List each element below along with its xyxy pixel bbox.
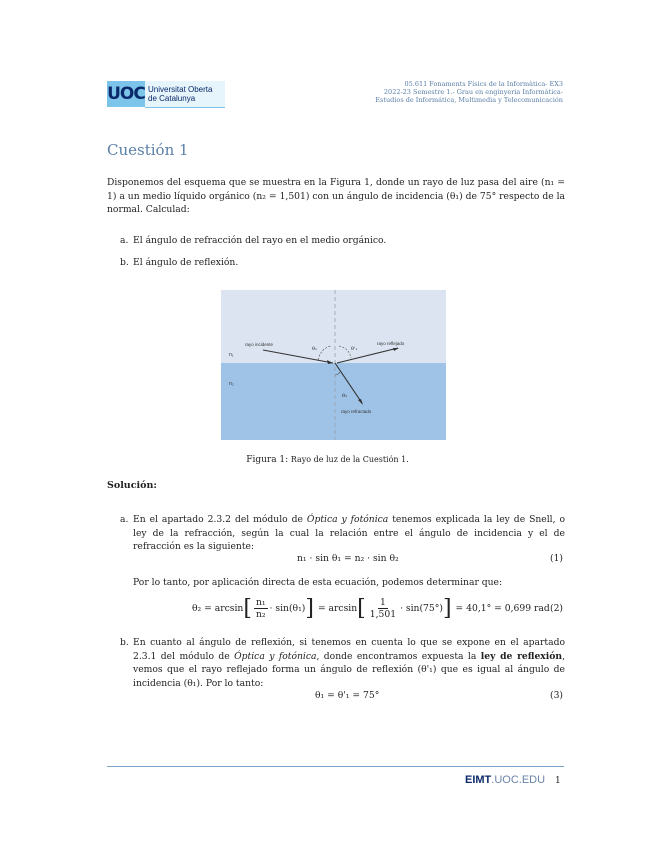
equation-3: θ₁ = θ'₁ = 75° [315, 690, 380, 701]
frac1-den: n₂ [255, 609, 266, 620]
question-a-text: El ángulo de refracción del rayo en el medio orgánico. [133, 235, 387, 246]
logo-underline [145, 107, 225, 108]
eq2-lhs: θ₂ = arcsin [192, 603, 244, 614]
question-a [120, 234, 565, 248]
label-theta2: θ₂ [342, 393, 348, 399]
air-region [221, 290, 446, 363]
solution-a-followup [120, 576, 565, 590]
eq2-mid2: · sin(75°) [400, 603, 443, 614]
brand-light: .UOC.EDU [491, 774, 546, 786]
caption-text: Rayo de luz de la Cuestión 1. [290, 455, 409, 464]
equation-1: n₁ · sin θ₁ = n₂ · sin θ₂ [297, 553, 399, 564]
bracket-close: ] [305, 596, 314, 621]
followup-text: Por lo tanto, por aplicación directa de esta ecuación, podemos determinar que: [133, 577, 503, 588]
eq2-arcsin: = arcsin [317, 603, 358, 614]
solution-b-text-mid: , donde encontramos expuesta la [316, 650, 481, 662]
course-line-1: 05.611 Fonaments Físics de la Informàtica- EX3 [404, 80, 563, 88]
solution-b-marker: b. [120, 637, 129, 648]
footer-divider [107, 766, 564, 767]
refraction-diagram [221, 290, 446, 440]
eq2-frac2 [368, 597, 398, 620]
bracket-close-2: ] [442, 596, 452, 621]
module-name: Óptica y fotónica [306, 514, 389, 525]
solution-b-text-after: , vemos que el rayo reflejado forma un ángulo de reflexión (θ'₁) que es igual al ángulo de incidencia (θ₁). Por lo tanto: [133, 650, 565, 689]
bracket-open: [ [243, 596, 252, 621]
frac1-num: n₁ [255, 597, 266, 608]
logo-line-1: Universitat Oberta [148, 85, 213, 94]
footer-brand [465, 774, 545, 786]
figure-caption [0, 455, 655, 465]
module-name-b: Óptica y fotónica [234, 650, 317, 662]
label-refracted: rayo refractado [341, 409, 372, 414]
intro-paragraph: Disponemos del esquema que se muestra en la Figura 1, donde un rayo de luz pasa del aire (n₁ = 1) a un medio líquido orgánico (n₂ = 1,501) con un ángulo de incidencia (θ₁) de 75° respecto de la normal. Calculad: [107, 177, 565, 215]
question-a-marker: a. [120, 235, 129, 246]
frac2-den: 1,501 [369, 609, 397, 620]
solution-a [120, 513, 565, 554]
brand-bold: EIMT [465, 774, 492, 786]
solution-b-text-before: En cuanto al ángulo de reflexión, si tenemos en cuenta lo que se expone en el apartado 2.3.1 del módulo de [133, 637, 565, 662]
law-name: ley de reflexión [480, 650, 563, 662]
page-number: 1 [555, 776, 561, 786]
equation-1-number: (1) [549, 553, 563, 564]
label-n1: n₁ [229, 352, 234, 358]
solution-b-text [133, 636, 565, 690]
eq2-frac1 [254, 597, 268, 620]
course-line-3: Estudios de Informática, Multimedia y Telecomunicación [375, 96, 563, 104]
solution-title: Solución: [107, 480, 157, 491]
solution-a-marker: a. [120, 514, 129, 525]
caption-label: Figura 1: [246, 455, 289, 465]
equation-3-number: (3) [549, 690, 563, 701]
solution-a-text [133, 513, 565, 554]
label-theta1-prime: θ'₁ [351, 346, 358, 352]
logo-text [145, 81, 225, 107]
uoc-logo [107, 80, 225, 108]
liquid-region [221, 363, 446, 440]
page-title: Cuestión 1 [107, 141, 189, 159]
solution-a-text-after: tenemos explicada la ley de Snell, o ley de la refracción, según la cual la relación entre el ángulo de incidencia y el de refracción es la siguiente: [133, 514, 565, 552]
label-theta1: θ₁ [312, 346, 318, 352]
figure-1-diagram [221, 290, 446, 440]
question-b-text: El ángulo de reflexión. [133, 257, 239, 268]
equation-2-number: (2) [549, 603, 563, 614]
label-incident: rayo incidente [245, 342, 274, 347]
course-line-2: 2022-23 Semestre 1.- Grau en enginyeria Informàtica- [383, 88, 563, 96]
eq2-mid1: · sin(θ₁) [269, 603, 306, 614]
logo-mark: UOC [107, 81, 145, 107]
question-b [120, 256, 565, 270]
logo-line-2: de Catalunya [148, 94, 196, 103]
frac2-num: 1 [379, 597, 386, 608]
eq2-result: = 40,1° = 0,699 rad [455, 603, 550, 614]
solution-a-text-before: En el apartado 2.3.2 del módulo de [133, 514, 307, 525]
solution-b [120, 636, 565, 690]
label-n2: n₂ [229, 381, 234, 387]
question-b-marker: b. [120, 257, 129, 268]
bracket-open-2: [ [357, 596, 366, 621]
equation-2 [192, 596, 550, 621]
course-header [375, 80, 563, 104]
label-reflected: rayo reflejado [377, 341, 405, 346]
